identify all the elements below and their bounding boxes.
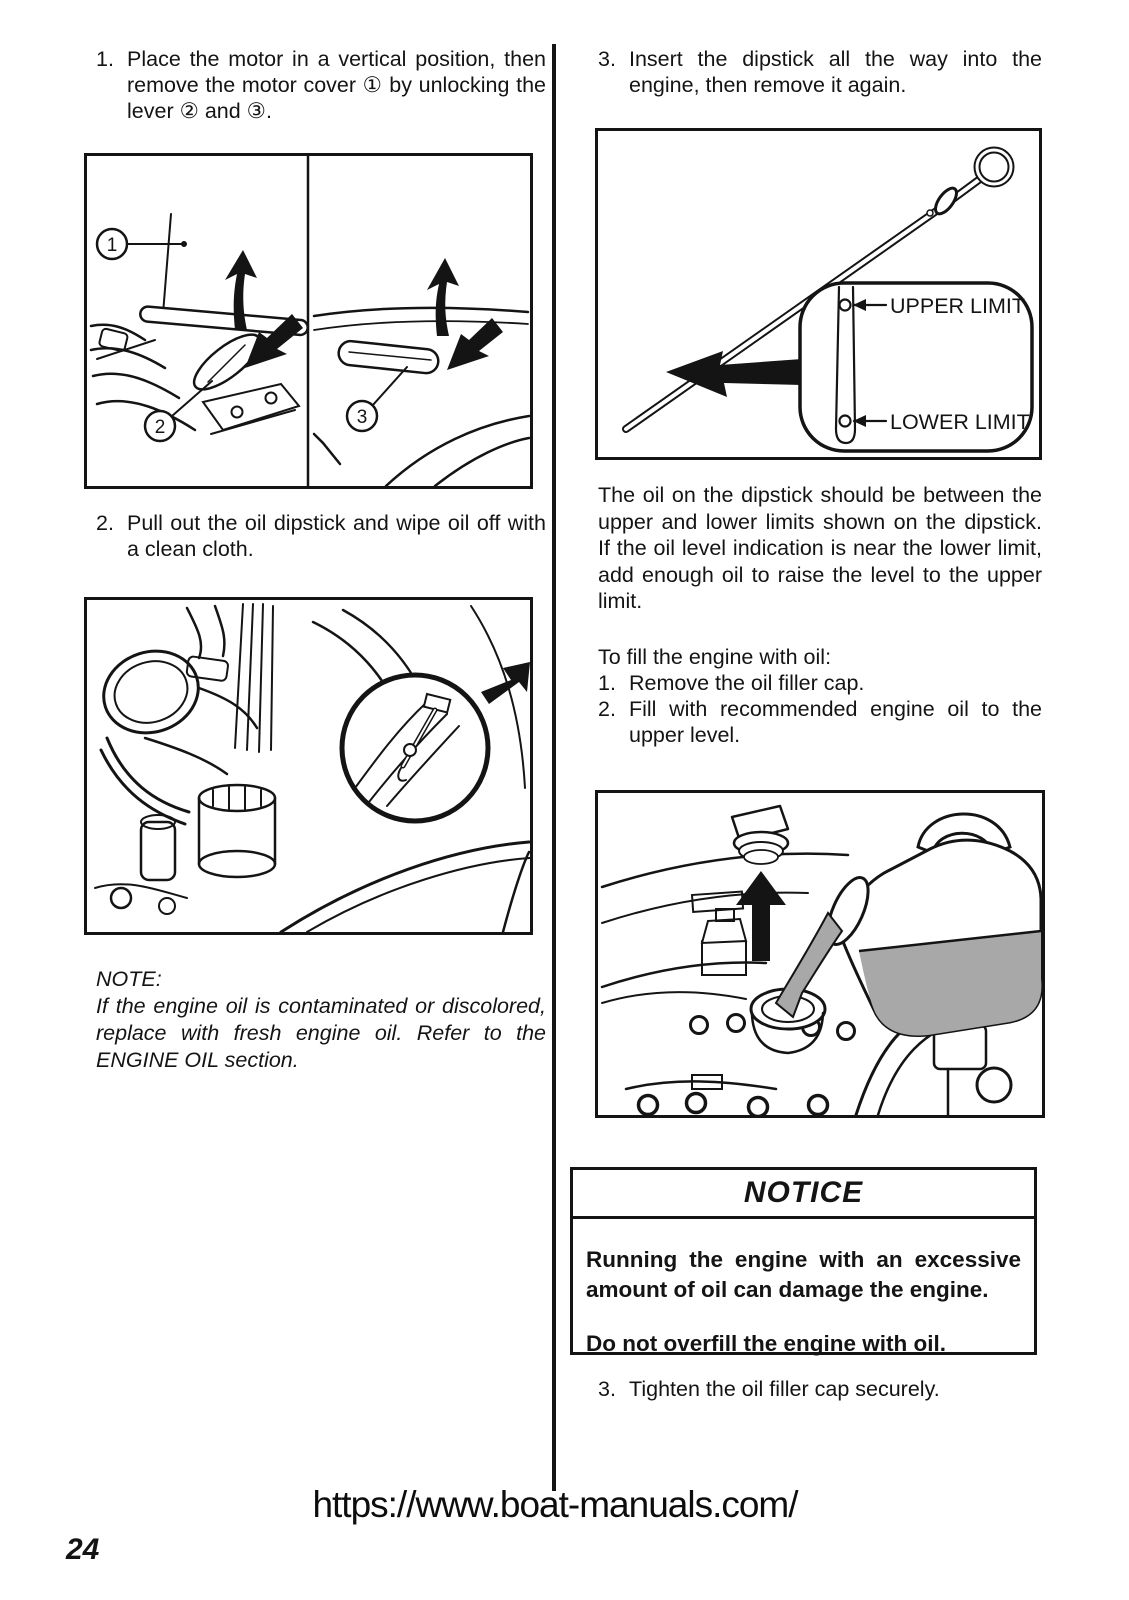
dipstick-illustration [598,131,1039,457]
upper-limit-label: UPPER LIMIT [890,294,1025,318]
step-3-tighten [598,1376,1042,1402]
lower-limit-label: LOWER LIMIT [890,410,1030,434]
limits-detail-panel [666,283,1032,451]
step-1-text: Place the motor in a vertical position, then remove the motor cover ① by unlocking the lever ② and ③. [127,47,546,123]
note-body: If the engine oil is contaminated or discolored, replace with fresh engine oil. Refer to the ENGINE OIL section. [96,994,546,1072]
oil-fill-illustration [598,793,1042,1115]
notice-title: NOTICE [573,1170,1034,1219]
step-1 [96,46,546,124]
column-divider [552,44,556,1491]
step-3 [598,46,1042,98]
watermark-url: https://www.boat-manuals.com/ [312,1484,798,1525]
page-number: 24 [66,1533,100,1566]
fill-step-2: 2. Fill with recommended engine oil to the upper level. [598,697,1042,747]
svg-text:3: 3 [356,407,368,428]
up-arrow-icon [427,258,459,336]
motor-cover-illustration [87,156,530,486]
svg-text:1: 1 [106,235,118,256]
engine-illustration [87,600,530,932]
step-3-tighten-marker: 3. [598,1377,616,1401]
step-3-tighten-text: Tighten the oil filler cap securely. [629,1377,940,1401]
notice-box [570,1167,1037,1355]
step-1-marker: 1. [96,47,114,71]
svg-text:2: 2 [154,417,166,438]
note-label: NOTE: [96,967,162,991]
callout-3 [347,401,377,431]
figure-dipstick-location [84,597,533,935]
down-left-arrow-icon [447,318,503,370]
figure-motor-cover [84,153,533,489]
step-3-text: Insert the dipstick all the way into the engine, then remove it again. [629,47,1042,97]
fill-instructions [598,644,1042,748]
notice-body [573,1219,1034,1385]
figure-oil-fill [595,790,1045,1118]
callout-1 [97,229,127,259]
oil-filler-cap [732,806,788,864]
up-arrow-icon [736,871,786,961]
oil-level-paragraph: The oil on the dipstick should be between the upper and lower limits shown on the dipstick. If the oil level indication is near the lower limit, add enough oil to raise the level to the upper limit. [598,483,1042,613]
callout-2 [145,411,175,441]
up-right-arrow-icon [481,662,530,704]
fill-intro: To fill the engine with oil: [598,645,832,669]
step-3-marker: 3. [598,47,616,71]
step-2-marker: 2. [96,511,114,535]
step-2 [96,510,546,562]
notice-paragraph-2: Do not overfill the engine with oil. [586,1331,946,1356]
step-2-text: Pull out the oil dipstick and wipe oil off with a clean cloth. [127,511,546,561]
fill-step-1: 1. Remove the oil filler cap. [598,671,865,695]
notice-paragraph-1: Running the engine with an excessive amount of oil can damage the engine. [586,1247,1021,1302]
note-block [96,966,546,1074]
figure-dipstick-limits [595,128,1042,460]
magnifier-detail [342,675,488,821]
